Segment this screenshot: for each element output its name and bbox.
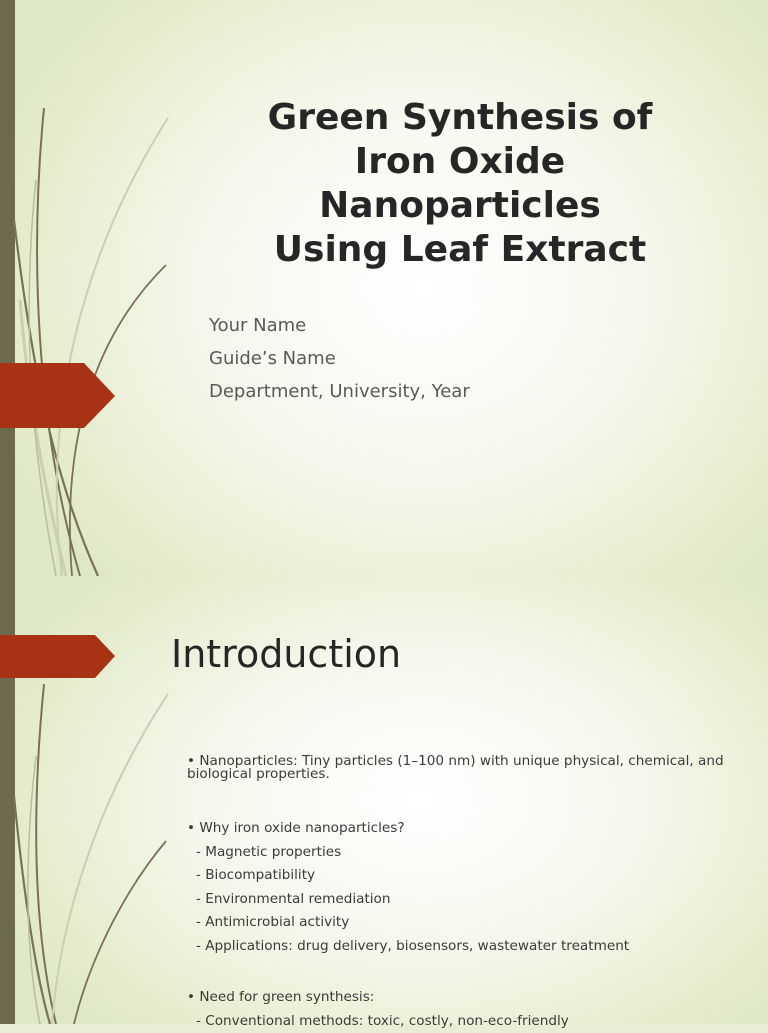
grass-decoration bbox=[0, 0, 200, 576]
sub-bullet-line: - Biocompatibility bbox=[187, 864, 727, 888]
author-name: Your Name bbox=[209, 309, 470, 342]
sub-bullet-line: - Antimicrobial activity bbox=[187, 911, 727, 935]
title-line: Iron Oxide bbox=[240, 140, 680, 184]
sub-bullet-line: - Applications: drug delivery, biosensors, wastewater treatment bbox=[187, 935, 727, 959]
red-pentagon-tab bbox=[0, 635, 116, 679]
red-pentagon-tab bbox=[0, 363, 116, 429]
affiliation: Department, University, Year bbox=[209, 375, 470, 408]
bullet-nanoparticles: • Nanoparticles: Tiny particles (1–100 nm) with unique physical, chemical, and biological properties. bbox=[187, 755, 727, 781]
title-line: Green Synthesis of bbox=[240, 96, 680, 140]
sub-bullet-line: - Magnetic properties bbox=[187, 841, 727, 865]
sub-bullet-line: - Environmental remediation bbox=[187, 888, 727, 912]
bullet-iron-oxide bbox=[187, 817, 727, 958]
section-heading: Introduction bbox=[171, 630, 401, 678]
guide-name: Guide’s Name bbox=[209, 342, 470, 375]
bullet-line: • Why iron oxide nanoparticles? bbox=[187, 817, 727, 841]
sub-bullet-line: - Conventional methods: toxic, costly, non-eco-friendly bbox=[187, 1010, 727, 1033]
slide-title bbox=[240, 96, 680, 272]
bullet-line: • Need for green synthesis: bbox=[187, 986, 727, 1010]
slide-body bbox=[187, 755, 727, 1033]
title-line: Using Leaf Extract bbox=[240, 228, 680, 272]
bullet-green-synthesis bbox=[187, 986, 727, 1033]
title-line: Nanoparticles bbox=[240, 184, 680, 228]
subtitle-block bbox=[209, 309, 470, 408]
